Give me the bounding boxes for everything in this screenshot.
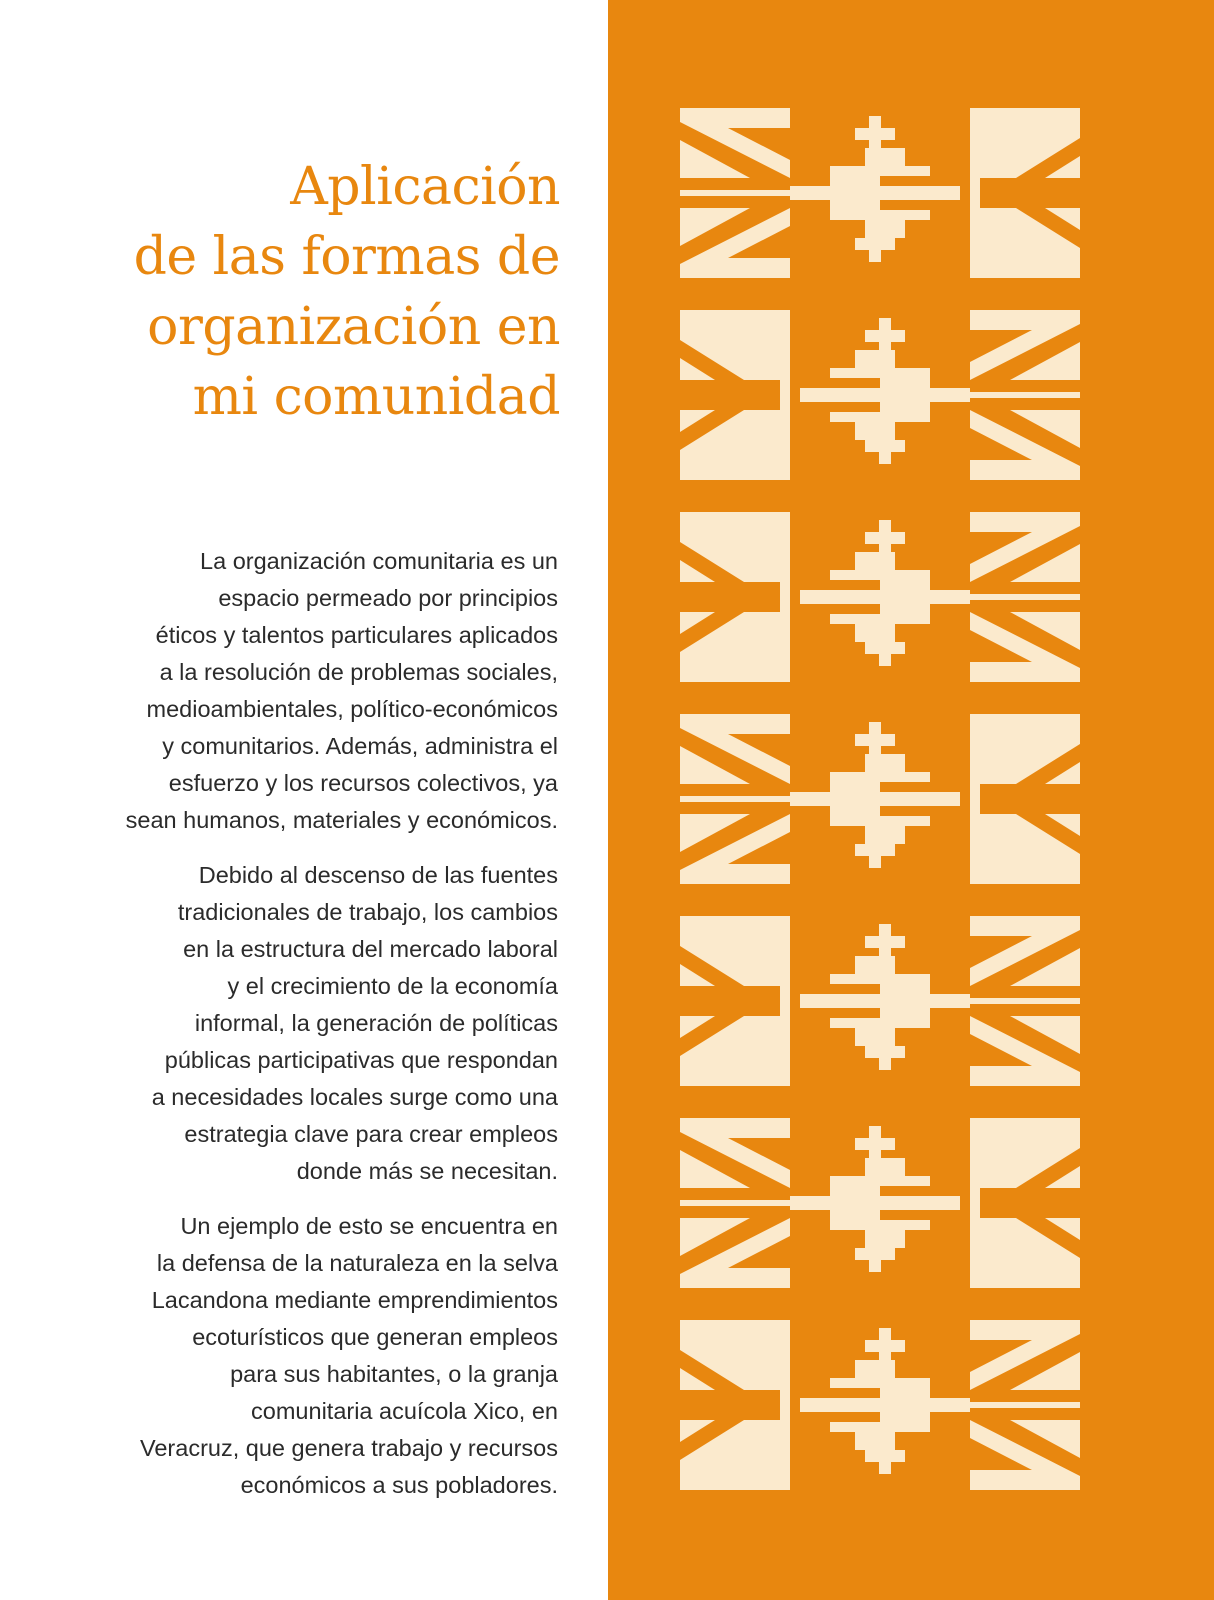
paragraph-1 <box>58 543 558 839</box>
paragraph-3 <box>58 1208 558 1504</box>
motif-1 <box>680 108 1080 278</box>
motif-3 <box>680 512 1080 682</box>
title-line: organización en <box>147 297 560 357</box>
text-line: Un ejemplo de esto se encuentra en <box>180 1213 558 1239</box>
text-line: sean humanos, materiales y económicos. <box>125 807 558 833</box>
text-line: Veracruz, que genera trabajo y recursos <box>139 1435 558 1461</box>
text-line: Lacandona mediante emprendimientos <box>151 1287 558 1313</box>
text-line: y el crecimiento de la economía <box>227 973 558 999</box>
text-line: en la estructura del mercado laboral <box>183 936 558 962</box>
text-line: a la resolución de problemas sociales, <box>159 659 558 685</box>
body-text <box>58 543 558 1522</box>
text-line: públicas participativas que respondan <box>164 1047 558 1073</box>
text-line: esfuerzo y los recursos colectivos, ya <box>168 770 558 796</box>
text-line: medioambientales, político-económicos <box>146 696 558 722</box>
motif-6 <box>680 1118 1080 1288</box>
text-line: ecoturísticos que generan empleos <box>192 1324 558 1350</box>
text-line: tradicionales de trabajo, los cambios <box>177 899 558 925</box>
motif-column <box>608 0 1214 1600</box>
title-line: de las formas de <box>133 227 560 287</box>
title-line: Aplicación <box>290 157 560 217</box>
motif-4 <box>680 714 1080 884</box>
motif-2 <box>680 310 1080 480</box>
motif-5 <box>680 916 1080 1086</box>
text-line: La organización comunitaria es un <box>200 548 558 574</box>
text-line: espacio permeado por principios <box>218 585 558 611</box>
decorative-band <box>608 0 1214 1600</box>
text-line: económicos a sus pobladores. <box>240 1472 558 1498</box>
text-line: comunitaria acuícola Xico, en <box>251 1398 558 1424</box>
text-line: informal, la generación de políticas <box>194 1010 558 1036</box>
page-title <box>60 152 560 432</box>
text-line: para sus habitantes, o la granja <box>230 1361 558 1387</box>
text-column <box>60 0 560 1600</box>
text-line: éticos y talentos particulares aplicados <box>155 622 558 648</box>
paragraph-2 <box>58 857 558 1190</box>
text-line: Debido al descenso de las fuentes <box>198 862 558 888</box>
title-line: mi comunidad <box>192 367 560 427</box>
text-line: y comunitarios. Además, administra el <box>162 733 558 759</box>
text-line: la defensa de la naturaleza en la selva <box>156 1250 558 1276</box>
motif-7 <box>680 1320 1080 1490</box>
text-line: estrategia clave para crear empleos <box>184 1121 558 1147</box>
text-line: donde más se necesitan. <box>296 1158 558 1184</box>
text-line: a necesidades locales surge como una <box>151 1084 558 1110</box>
